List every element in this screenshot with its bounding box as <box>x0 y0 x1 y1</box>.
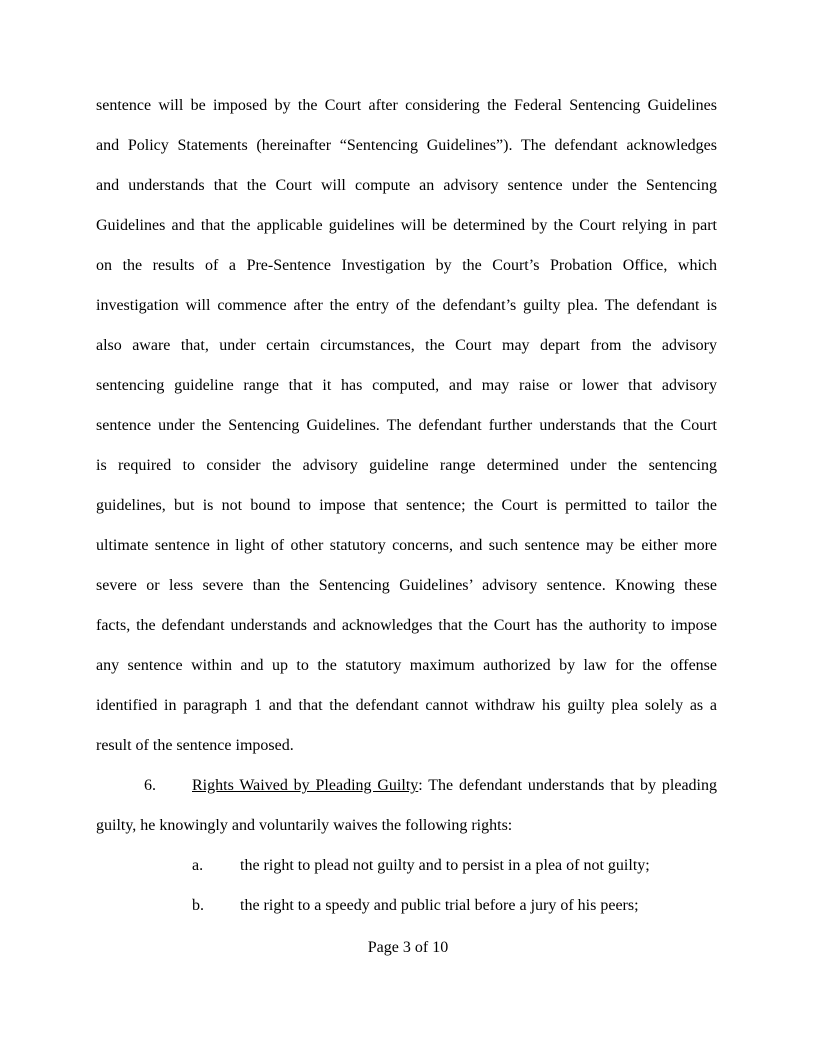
body-line: any sentence within and up to the statutory maximum authorized by law for the offense <box>96 657 717 674</box>
page-footer: Page 3 of 10 <box>367 939 449 956</box>
paragraph-intro-text: : The defendant understands that by pleading <box>418 777 717 794</box>
body-line: and understands that the Court will compute an advisory sentence under the Sentencing <box>96 177 717 194</box>
body-line: severe or less severe than the Sentencing Guidelines’ advisory sentence. Knowing these <box>96 577 717 594</box>
paragraph-heading: Rights Waived by Pleading Guilty <box>192 777 419 794</box>
body-line: on the results of a Pre-Sentence Investigation by the Court’s Probation Office, which <box>96 257 717 274</box>
list-item-text: the right to plead not guilty and to persist in a plea of not guilty; <box>240 857 650 874</box>
body-line: sentence under the Sentencing Guidelines. The defendant further understands that the Court <box>96 417 717 434</box>
list-item-letter: a. <box>192 857 204 874</box>
paragraph-6-first-line <box>192 776 717 796</box>
body-line: guidelines, but is not bound to impose that sentence; the Court is permitted to tailor the <box>96 497 717 514</box>
body-line: and Policy Statements (hereinafter “Sentencing Guidelines”). The defendant acknowledges <box>96 137 717 154</box>
body-line: sentence will be imposed by the Court after considering the Federal Sentencing Guidelines <box>96 97 717 114</box>
body-line: facts, the defendant understands and acknowledges that the Court has the authority to impose <box>96 617 717 634</box>
body-line: ultimate sentence in light of other statutory concerns, and such sentence may be either more <box>96 537 717 554</box>
paragraph-6-second-line: guilty, he knowingly and voluntarily waives the following rights: <box>96 817 513 834</box>
body-line: investigation will commence after the entry of the defendant’s guilty plea. The defendant is <box>96 297 717 314</box>
list-item-letter: b. <box>192 897 204 914</box>
body-line: also aware that, under certain circumstances, the Court may depart from the advisory <box>96 337 717 354</box>
body-line-last: result of the sentence imposed. <box>96 737 294 754</box>
body-line: is required to consider the advisory guideline range determined under the sentencing <box>96 457 717 474</box>
body-line: Guidelines and that the applicable guidelines will be determined by the Court relying in part <box>96 217 717 234</box>
body-line: identified in paragraph 1 and that the defendant cannot withdraw his guilty plea solely as a <box>96 697 717 714</box>
body-line: sentencing guideline range that it has computed, and may raise or lower that advisory <box>96 377 717 394</box>
paragraph-number: 6. <box>144 777 156 794</box>
list-item-text: the right to a speedy and public trial before a jury of his peers; <box>240 897 639 914</box>
